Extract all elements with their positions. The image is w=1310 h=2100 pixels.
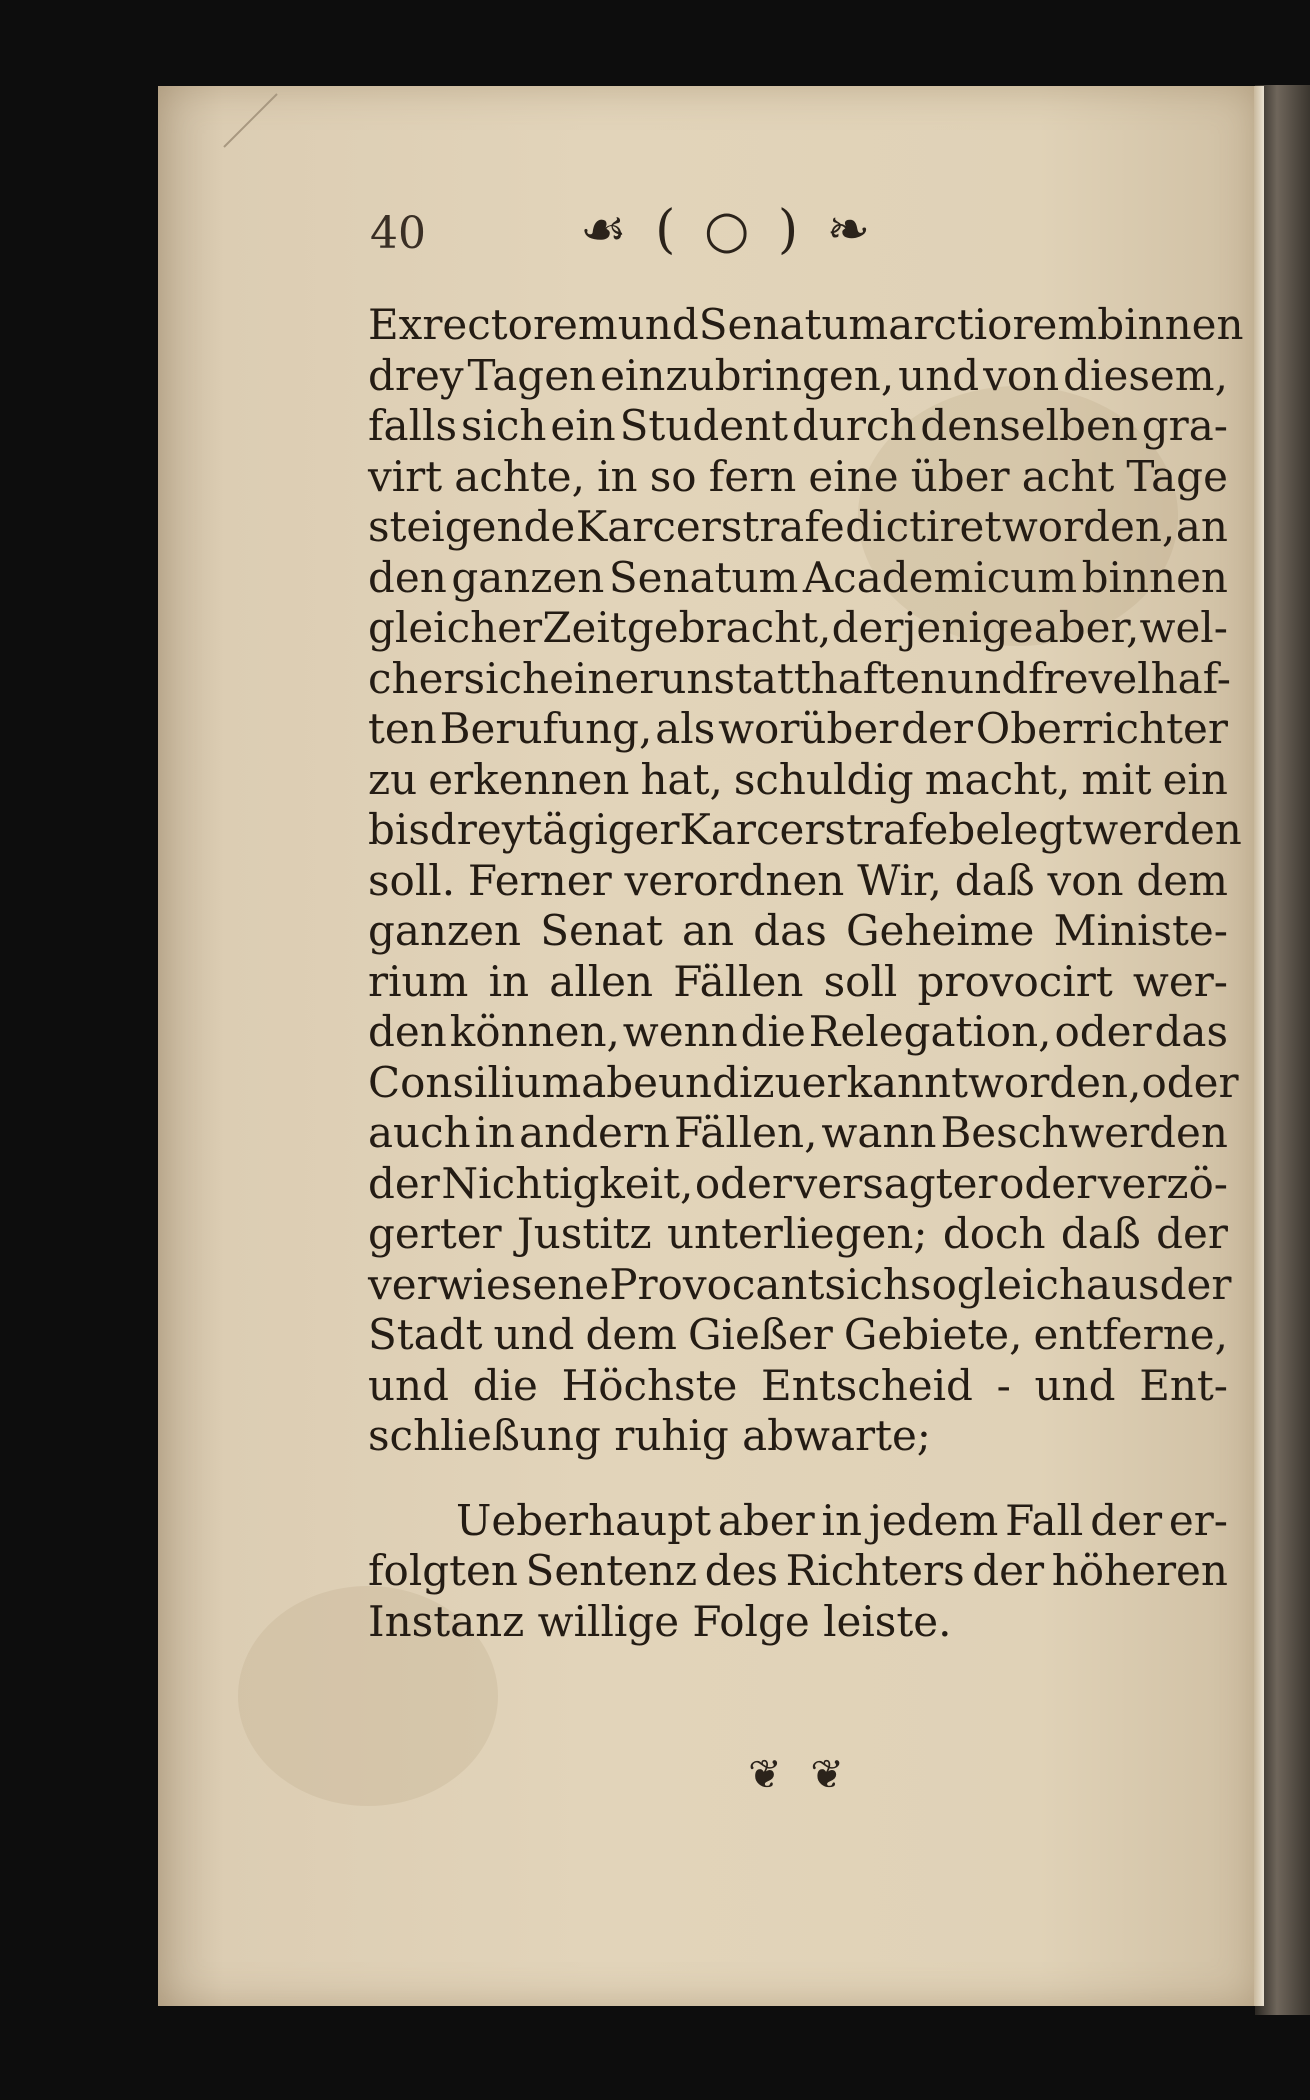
text-line: den ganzen Senatum Academicum binnen <box>368 552 1228 602</box>
corner-fold-mark <box>222 92 282 152</box>
text-line: bis dreytägiger Karcerstrafe belegt werden <box>368 805 1242 854</box>
end-ornament: ❦ ❦ <box>748 1752 852 1798</box>
text-line: und die Höchste Entscheid - und Ent- <box>368 1360 1228 1410</box>
text-line: auch in andern Fällen, wann Beschwerden <box>368 1108 1228 1157</box>
text-line: Instanz willige Folge leiste. <box>368 1596 952 1646</box>
text-line: ten Berufung, als worüber der Oberrichter <box>368 704 1228 753</box>
text-line: ganzen Senat an das Geheime Ministe- <box>368 906 1228 955</box>
text-line: Consilium abeundi zuerkannt worden, oder <box>368 1057 1239 1107</box>
page-header <box>370 200 1130 270</box>
text-line: der Nichtigkeit, oder versagter oder verzö- <box>368 1158 1228 1208</box>
text-line: den können, wenn die Relegation, oder das <box>368 1007 1228 1056</box>
text-line: soll. Ferner verordnen Wir, daß von dem <box>368 855 1228 905</box>
text-line: virt achte, in so fern eine über acht Tage <box>368 451 1228 501</box>
paragraph <box>368 1496 1228 1648</box>
text-line: Stadt und dem Gießer Gebiete, entferne, <box>368 1310 1228 1359</box>
page-number: 40 <box>370 208 426 259</box>
text-line: folgten Sentenz des Richters der höheren <box>368 1546 1228 1595</box>
text-line: verwiesene Provocant sich sogleich aus der <box>368 1259 1232 1309</box>
text-line: schließung ruhig abwarte; <box>368 1411 931 1460</box>
body-text <box>368 300 1244 1647</box>
header-ornament: ☙ ( ○ ) ❧ <box>580 200 877 260</box>
text-line: falls sich ein Student durch denselben gra- <box>368 401 1228 450</box>
paragraph <box>368 300 1244 1462</box>
page-edge <box>1254 86 1264 2006</box>
text-line: Ueberhaupt aber in jedem Fall der er- <box>456 1495 1228 1545</box>
text-line: rium in allen Fällen soll provocirt wer- <box>368 956 1228 1006</box>
text-line: cher sich einer unstatthaften und frevelhaf- <box>368 653 1231 703</box>
text-line: gerter Justitz unterliegen; doch daß der <box>368 1209 1228 1258</box>
text-line: drey Tagen einzubringen, und von diesem, <box>368 350 1228 400</box>
text-line: gleicher Zeit gebracht, derjenige aber, wel- <box>368 603 1228 652</box>
text-line: Exrectorem und Senatum arctiorem binnen <box>368 300 1244 349</box>
text-line: zu erkennen hat, schuldig macht, mit ein <box>368 754 1228 804</box>
text-line: steigende Karcerstrafe dictiret worden, an <box>368 502 1228 551</box>
